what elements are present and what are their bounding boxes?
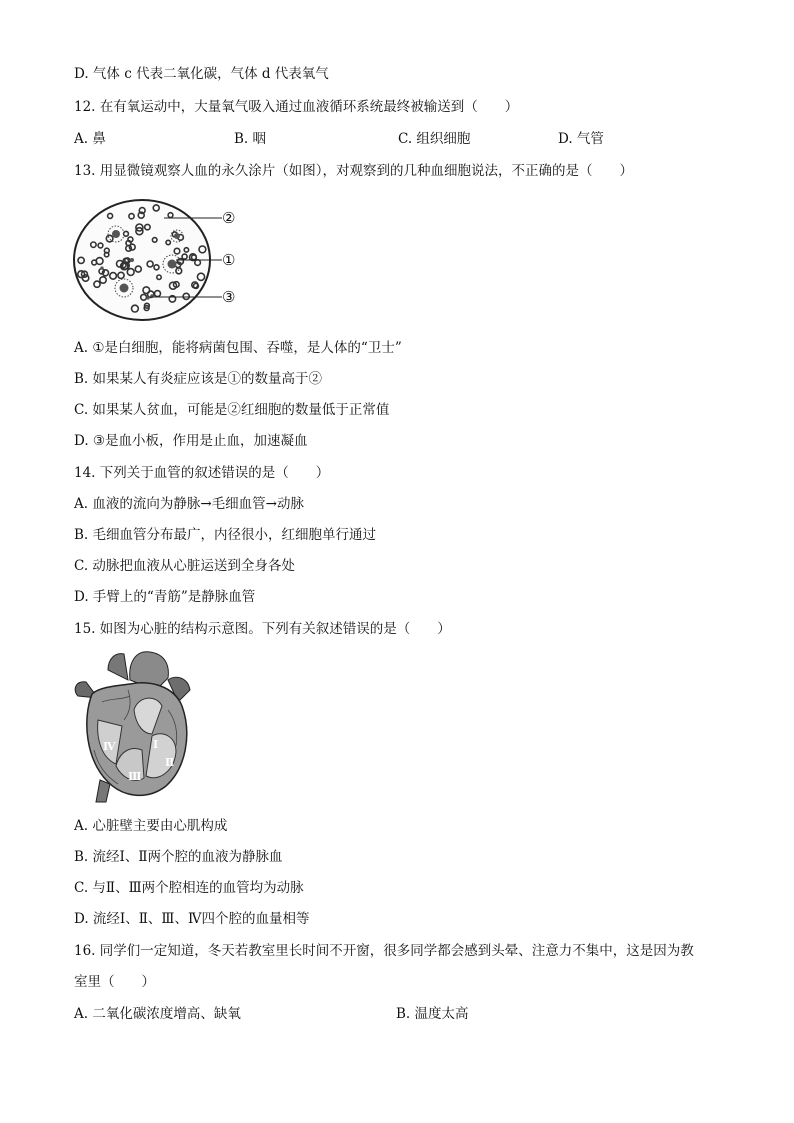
q12-options <box>74 130 714 148</box>
q13-option-a: A. ①是白细胞，能将病菌包围、吞噬，是人体的“卫士” <box>74 340 402 356</box>
heart-figure <box>72 650 196 804</box>
q16-option-a: A. 二氧化碳浓度增高、缺氧 <box>74 1006 241 1022</box>
heart-label-i: Ⅰ <box>153 738 159 751</box>
q14-option-a: A. 血液的流向为静脉→毛细血管→动脉 <box>74 496 304 512</box>
q12-option-a: A. 鼻 <box>74 131 106 147</box>
q14-stem: 14. 下列关于血管的叙述错误的是（ ） <box>74 465 330 481</box>
q13-option-d: D. ③是血小板，作用是止血，加速凝血 <box>74 433 308 449</box>
q15-option-c: C. 与Ⅱ、Ⅲ两个腔相连的血管均为动脉 <box>74 880 304 896</box>
q15-option-a: A. 心脏壁主要由心肌构成 <box>74 818 228 834</box>
q16-options <box>74 1005 714 1023</box>
q13-stem: 13. 用显微镜观察人血的永久涂片（如图），对观察到的几种血细胞说法，不正确的是（ ） <box>74 163 634 179</box>
q11-option-d: D. 气体 c 代表二氧化碳，气体 d 代表氧气 <box>74 66 329 82</box>
blood-smear-figure <box>72 196 252 326</box>
q15-option-d: D. 流经Ⅰ、Ⅱ、Ⅲ、Ⅳ四个腔的血量相等 <box>74 911 310 927</box>
blood-label-1: ① <box>222 251 236 269</box>
q12-option-d: D. 气管 <box>558 131 604 147</box>
q12-stem: 12. 在有氧运动中，大量氧气吸入通过血液循环系统最终被输送到（ ） <box>74 99 519 115</box>
q12-option-b: B. 咽 <box>234 131 267 147</box>
q15-option-b: B. 流经Ⅰ、Ⅱ两个腔的血液为静脉血 <box>74 849 283 865</box>
heart-label-ii: Ⅱ <box>165 756 175 769</box>
q14-option-c: C. 动脉把血液从心脏运送到全身各处 <box>74 558 295 574</box>
q13-option-b: B. 如果某人有炎症应该是①的数量高于② <box>74 371 323 387</box>
q16-stem-line2: 室里（ ） <box>74 974 155 990</box>
q16-stem-line1: 16. 同学们一定知道，冬天若教室里长时间不开窗，很多同学都会感到头晕、注意力不集中，这是因为教 <box>74 943 694 959</box>
q16-option-b: B. 温度太高 <box>396 1006 469 1022</box>
blood-label-3: ③ <box>222 288 236 306</box>
blood-label-2: ② <box>222 209 236 227</box>
heart-label-iii: Ⅲ <box>128 770 142 783</box>
q15-stem: 15. 如图为心脏的结构示意图。下列有关叙述错误的是（ ） <box>74 621 451 637</box>
heart-label-iv: Ⅳ <box>103 740 116 753</box>
q14-option-d: D. 手臂上的“青筋”是静脉血管 <box>74 589 256 605</box>
q12-option-c: C. 组织细胞 <box>398 131 471 147</box>
q13-option-c: C. 如果某人贫血，可能是②红细胞的数量低于正常值 <box>74 402 390 418</box>
q14-option-b: B. 毛细血管分布最广，内径很小，红细胞单行通过 <box>74 527 377 543</box>
